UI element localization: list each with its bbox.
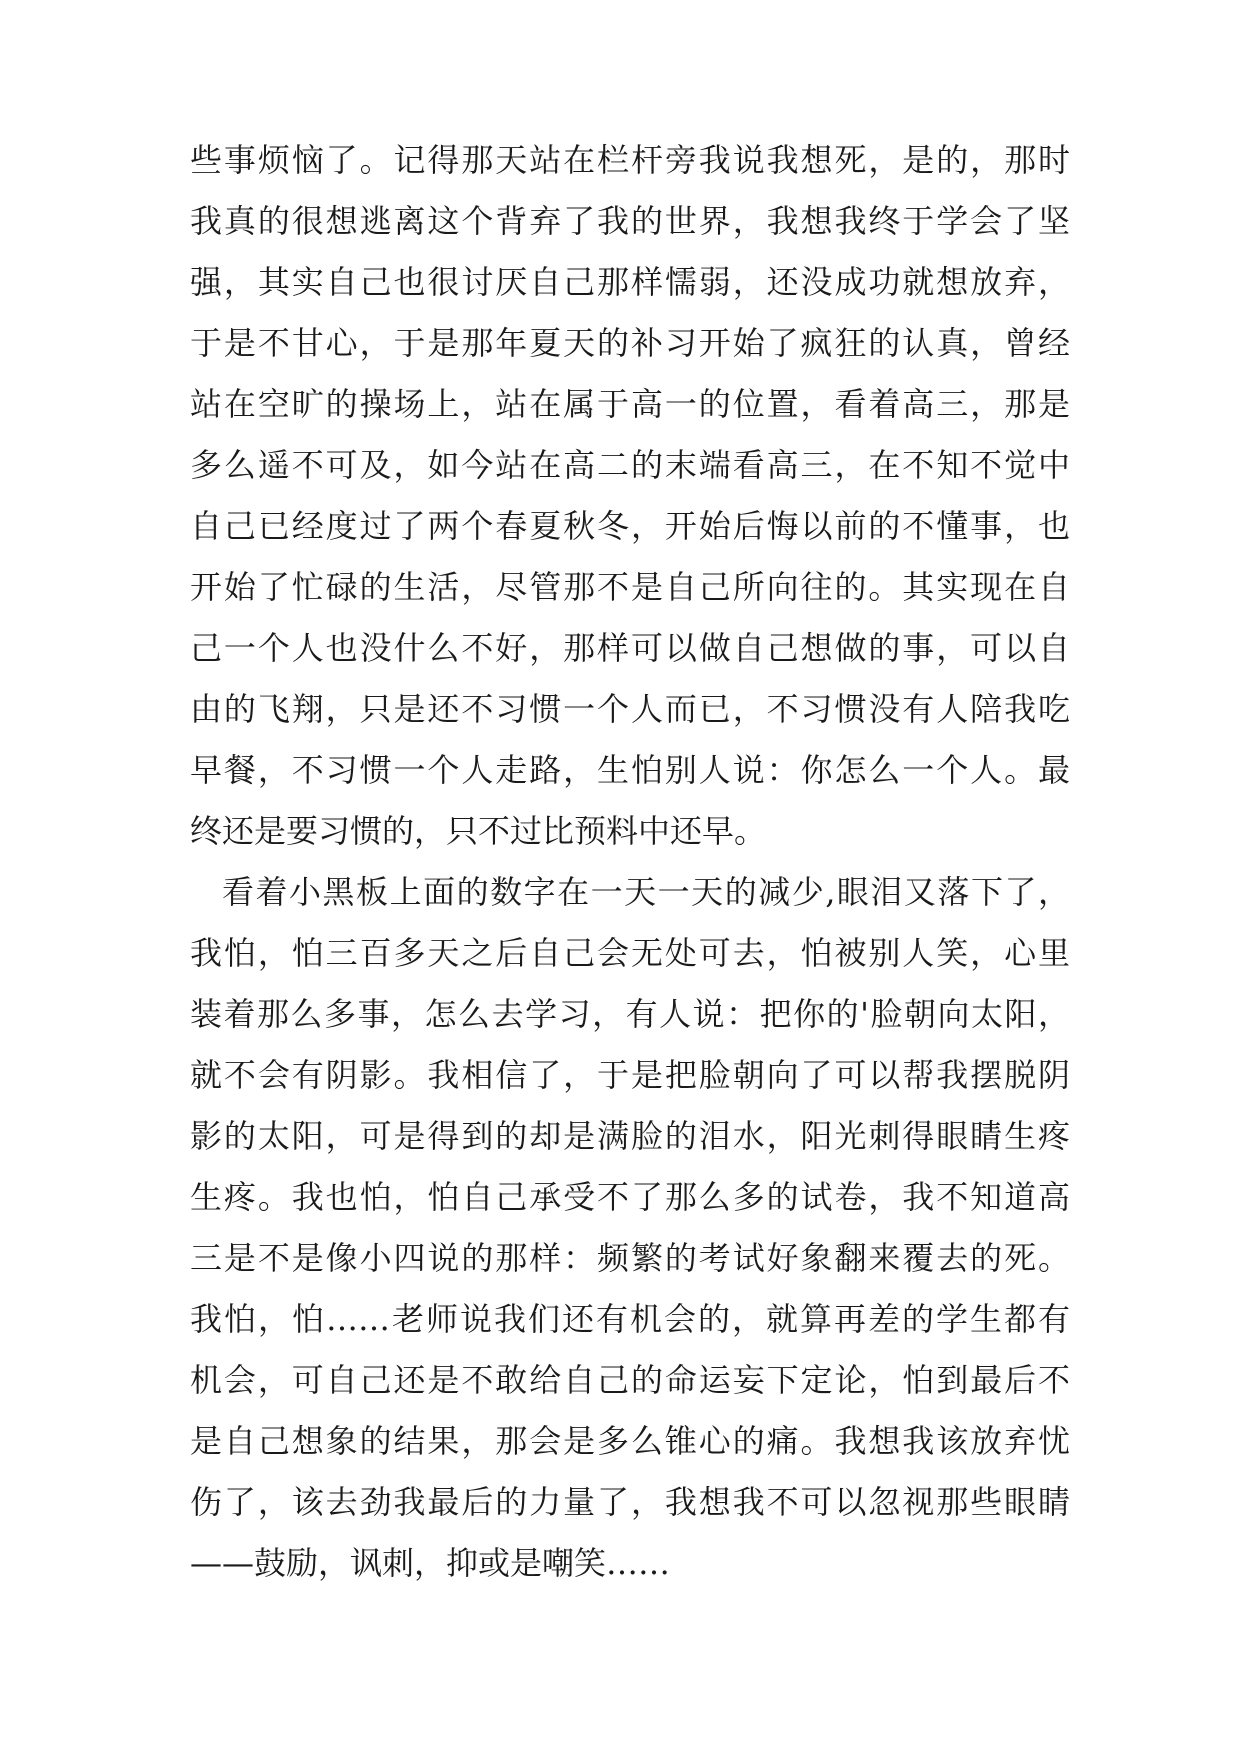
text-line: 站在空旷的操场上，站在属于高一的位置，看着高三，那是 <box>190 385 1070 423</box>
text-line: 影的太阳，可是得到的却是满脸的泪水，阳光刺得眼睛生疼 <box>190 1117 1070 1155</box>
text-line: 由的飞翔，只是还不习惯一个人而已，不习惯没有人陪我吃 <box>190 690 1070 728</box>
text-line: 伤了，该去劲我最后的力量了，我想我不可以忽视那些眼睛 <box>190 1483 1070 1521</box>
text-line: 机会，可自己还是不敢给自己的命运妄下定论，怕到最后不 <box>190 1361 1070 1399</box>
text-line: 开始了忙碌的生活，尽管那不是自己所向往的。其实现在自 <box>190 568 1070 606</box>
text-line: 自己已经度过了两个春夏秋冬，开始后悔以前的不懂事，也 <box>190 507 1070 545</box>
text-line: 多么遥不可及，如今站在高二的末端看高三，在不知不觉中 <box>190 446 1070 484</box>
text-line: 强，其实自己也很讨厌自己那样懦弱，还没成功就想放弃， <box>190 263 1070 301</box>
text-line: 于是不甘心，于是那年夏天的补习开始了疯狂的认真，曾经 <box>190 324 1070 362</box>
text-line: 己一个人也没什么不好，那样可以做自己想做的事，可以自 <box>190 629 1070 667</box>
text-line: 是自己想象的结果，那会是多么锥心的痛。我想我该放弃忧 <box>190 1422 1070 1460</box>
text-line: 早餐，不习惯一个人走路，生怕别人说：你怎么一个人。最 <box>190 751 1070 789</box>
text-line: 看着小黑板上面的数字在一天一天的减少,眼泪又落下了， <box>222 873 1070 911</box>
text-line: 三是不是像小四说的那样：频繁的考试好象翻来覆去的死。 <box>190 1239 1070 1277</box>
text-line: 我怕，怕三百多天之后自己会无处可去，怕被别人笑，心里 <box>190 934 1070 972</box>
text-line: 终还是要习惯的，只不过比预料中还早。 <box>190 812 767 850</box>
text-line: 生疼。我也怕，怕自己承受不了那么多的试卷，我不知道高 <box>190 1178 1070 1216</box>
text-line: 我怕，怕……老师说我们还有机会的，就算再差的学生都有 <box>190 1300 1070 1338</box>
text-line: ——鼓励，讽刺，抑或是嘲笑…… <box>190 1544 671 1582</box>
body-text <box>190 130 1070 1594</box>
text-line: 些事烦恼了。记得那天站在栏杆旁我说我想死，是的，那时 <box>190 141 1070 179</box>
text-line: 我真的很想逃离这个背弃了我的世界，我想我终于学会了坚 <box>190 202 1070 240</box>
text-line: 装着那么多事，怎么去学习，有人说：把你的'脸朝向太阳， <box>190 995 1070 1033</box>
text-line: 就不会有阴影。我相信了，于是把脸朝向了可以帮我摆脱阴 <box>190 1056 1070 1094</box>
